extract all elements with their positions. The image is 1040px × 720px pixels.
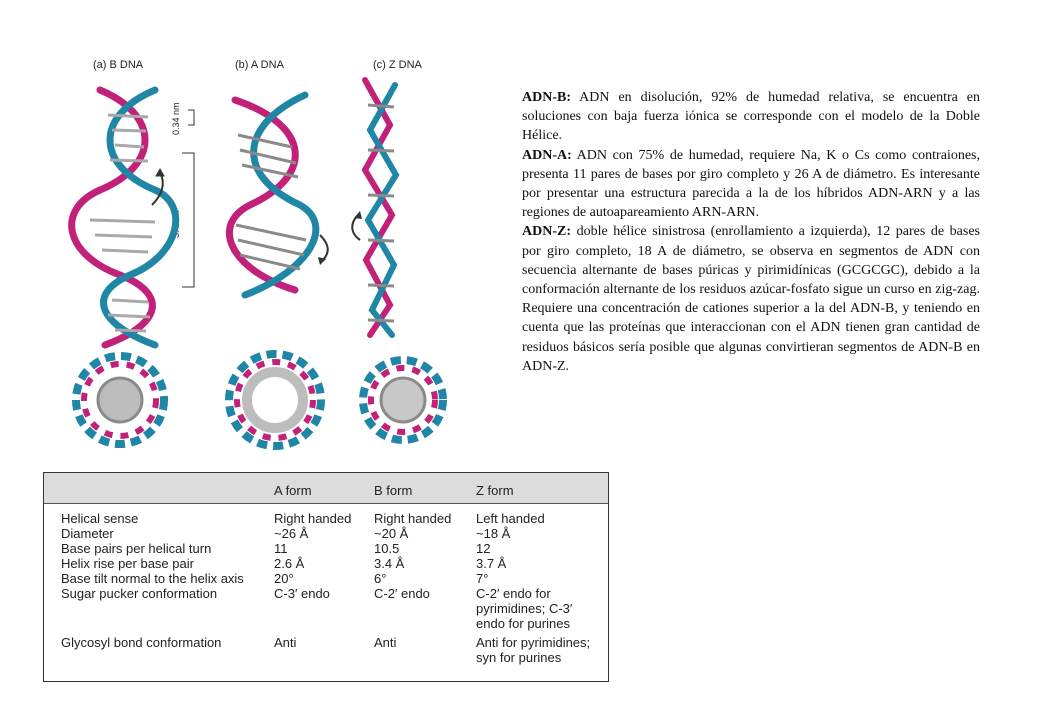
cell-z-form: Anti for pyrimidines; syn for purines: [476, 634, 591, 665]
cell-b-form: Right handed: [374, 511, 452, 526]
panel-label-b-dna: (a) B DNA: [93, 59, 144, 71]
header-a-form: A form: [274, 483, 312, 498]
term-adn-a: ADN-A:: [522, 147, 572, 163]
cell-b-form: 10.5: [374, 541, 400, 556]
cell-property: Glycosyl bond conformation: [61, 634, 222, 650]
cell-z-form: 3.7 Å: [476, 556, 507, 571]
cell-z-form: 7°: [476, 571, 489, 586]
cell-property: Base pairs per helical turn: [61, 541, 212, 556]
panel-label-z-dna: (c) Z DNA: [373, 59, 422, 71]
body-adn-a: ADN con 75% de humedad, requiere Na, K o Cs como contraiones, presenta 11 pares de bases por giro completo y 26 A de diámetro. Es interesante por presentar una estructura parecida a la de los híbridos ADN-ARN y a las regiones de autoapareamiento ARN-ARN.: [522, 147, 980, 221]
cell-z-form: 12: [476, 541, 491, 556]
body-adn-z: doble hélice sinistrosa (enrollamiento a izquierda), 12 pares de bases por giro completo, 18 A de diámetro, se observa en segmentos de ADN con secuencia alternante de bases púricas y pirimidínicas (GCGCGC), debido a la conformación alternante de los residuos azúcar-fosfato sigue un curso en zig-zag. Requiere una concentración de cationes superior a la del ADN-B, y teniendo en cuenta que las proteínas que interaccionan con el ADN tienen gran cantidad de residuos básicos sería posible que algunas convirtieran segmentos de ADN-B en ADN-Z.: [522, 224, 980, 374]
table-header: [44, 473, 608, 504]
b-dna-helix-image: [72, 90, 176, 345]
cell-property: Helical sense: [61, 511, 139, 526]
dna-forms-description: [522, 88, 980, 376]
dna-forms-figure: [60, 55, 460, 450]
cell-a-form: 20°: [274, 571, 294, 586]
paragraph-adn-z: [522, 222, 980, 376]
header-b-form: B form: [374, 483, 413, 498]
term-adn-z: ADN-Z:: [522, 224, 571, 240]
rise-label: 0.34 nm: [171, 102, 181, 135]
cell-z-form: ~18 Å: [476, 526, 511, 541]
z-dna-top-view: [363, 360, 443, 440]
cell-a-form: Right handed: [274, 511, 352, 526]
a-dna-top-view: [229, 354, 321, 446]
a-dna-helix-image: [229, 95, 327, 295]
cell-property: Base tilt normal to the helix axis: [61, 571, 244, 586]
cell-a-form: ~26 Å: [274, 526, 309, 541]
cell-a-form: 11: [274, 541, 288, 556]
paragraph-adn-b: [522, 88, 980, 146]
cell-a-form: 2.6 Å: [274, 556, 305, 571]
header-z-form: Z form: [476, 483, 514, 498]
cell-property: Diameter: [61, 526, 114, 541]
dna-models-svg: [60, 55, 460, 450]
cell-z-form: Left handed: [476, 511, 545, 526]
term-adn-b: ADN-B:: [522, 90, 571, 105]
cell-b-form: C-2′ endo: [374, 586, 430, 601]
b-dna-top-view: [76, 356, 164, 444]
cell-property: Sugar pucker conformation: [61, 586, 218, 601]
cell-b-form: 3.4 Å: [374, 556, 405, 571]
body-adn-b: ADN en disolución, 92% de humedad relativa, se encuentra en soluciones con baja fuerza iónica se corresponde con el modelo de la Doble Hélice.: [522, 90, 980, 144]
paragraph-adn-a: [522, 146, 980, 223]
cell-b-form: 6°: [374, 571, 387, 586]
panel-label-a-dna: (b) A DNA: [235, 59, 284, 71]
cell-a-form: C-3′ endo: [274, 586, 330, 601]
cell-b-form: Anti: [374, 634, 397, 650]
z-dna-helix-image: [352, 80, 396, 335]
cell-a-form: Anti: [274, 634, 297, 650]
cell-z-form: C-2′ endo for pyrimidines; C-3′ endo for purines: [476, 586, 573, 631]
cell-b-form: ~20 Å: [374, 526, 409, 541]
cell-property: Helix rise per base pair: [61, 556, 194, 571]
pitch-label: 3.4 nm: [171, 210, 181, 238]
dna-forms-table: [43, 472, 609, 682]
